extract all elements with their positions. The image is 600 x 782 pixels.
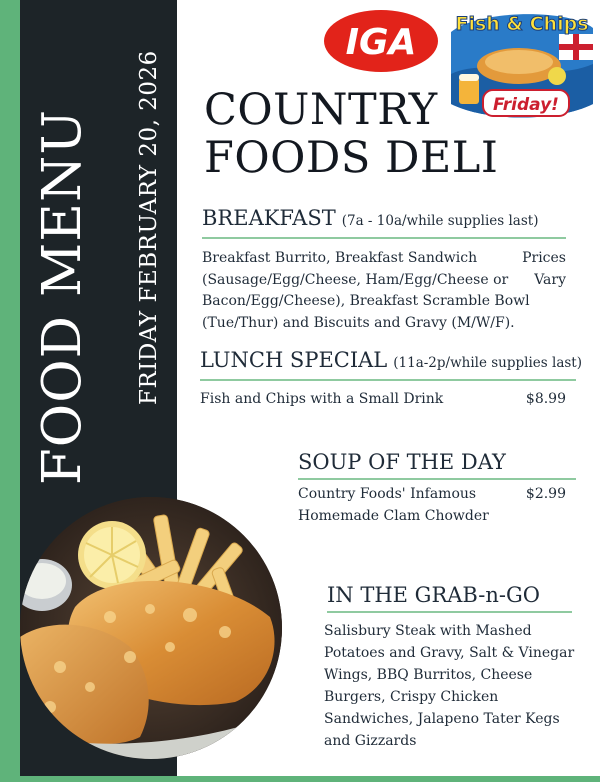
soup-line: Homemade Clam Chowder <box>298 507 489 524</box>
badge-title-text: Fish & Chips <box>455 13 589 35</box>
bottom-accent-line <box>0 776 600 782</box>
breakfast-line: (Sausage/Egg/Cheese, Ham/Egg/Cheese or <box>202 271 509 288</box>
soup-price: $2.99 <box>525 486 566 502</box>
fish-and-chips-photo <box>20 497 282 759</box>
grab-heading: IN THE GRAB-n-GO <box>327 583 540 607</box>
grab-line: Salisbury Steak with Mashed <box>324 623 532 639</box>
lunch-divider <box>200 379 576 381</box>
soup-divider <box>298 478 576 480</box>
page-title <box>204 86 498 182</box>
fish-and-chips-image <box>20 497 282 759</box>
breakfast-heading-row <box>202 206 538 230</box>
lunch-hours: (11a-2p/while supplies last) <box>393 355 582 371</box>
breakfast-line: Bacon/Egg/Cheese), Breakfast Scramble Bowl <box>202 293 530 309</box>
grab-line: Sandwiches, Jalapeno Tater Kegs <box>324 711 560 727</box>
soup-line: Country Foods' Infamous <box>298 486 477 502</box>
grab-divider <box>327 611 572 613</box>
page-title-line-2: FOODS DELI <box>204 133 499 183</box>
soup-heading: SOUP OF THE DAY <box>298 450 506 474</box>
grab-line: Potatoes and Gravy, Salt & Vinegar <box>324 645 575 661</box>
grab-line: Wings, BBQ Burritos, Cheese <box>324 667 533 683</box>
breakfast-line: Breakfast Burrito, Breakfast Sandwich <box>202 250 478 266</box>
sidebar-date: FRIDAY FEBRUARY 20, 2026 <box>136 50 162 405</box>
breakfast-price <box>500 248 566 291</box>
lunch-price: $8.99 <box>525 391 566 407</box>
grab-description <box>324 620 594 752</box>
badge-friday-text: Friday! <box>493 95 559 115</box>
green-accent-strip <box>0 0 20 782</box>
soup-description <box>298 484 518 527</box>
sidebar-title: FOOD MENU <box>32 108 93 485</box>
iga-logo <box>322 8 440 78</box>
breakfast-description <box>202 248 532 334</box>
lunch-item: Fish and Chips with a Small Drink <box>200 391 444 407</box>
breakfast-heading: BREAKFAST <box>202 206 336 230</box>
breakfast-hours: (7a - 10a/while supplies last) <box>341 213 539 229</box>
grab-line: Burgers, Crispy Chicken <box>324 689 499 705</box>
breakfast-price-line-2: Vary <box>534 271 566 288</box>
soup-heading-row <box>298 450 506 474</box>
breakfast-price-line-1: Prices <box>522 250 566 266</box>
breakfast-line: (Tue/Thur) and Biscuits and Gravy (M/W/F). <box>202 314 515 331</box>
grab-heading-row <box>327 583 540 607</box>
page-title-line-1: COUNTRY <box>204 85 438 135</box>
iga-logo-text: IGA <box>345 22 417 63</box>
breakfast-divider <box>202 237 566 239</box>
grab-line: and Gizzards <box>324 733 417 749</box>
lunch-heading-row <box>200 348 582 372</box>
lunch-heading: LUNCH SPECIAL <box>200 348 388 372</box>
